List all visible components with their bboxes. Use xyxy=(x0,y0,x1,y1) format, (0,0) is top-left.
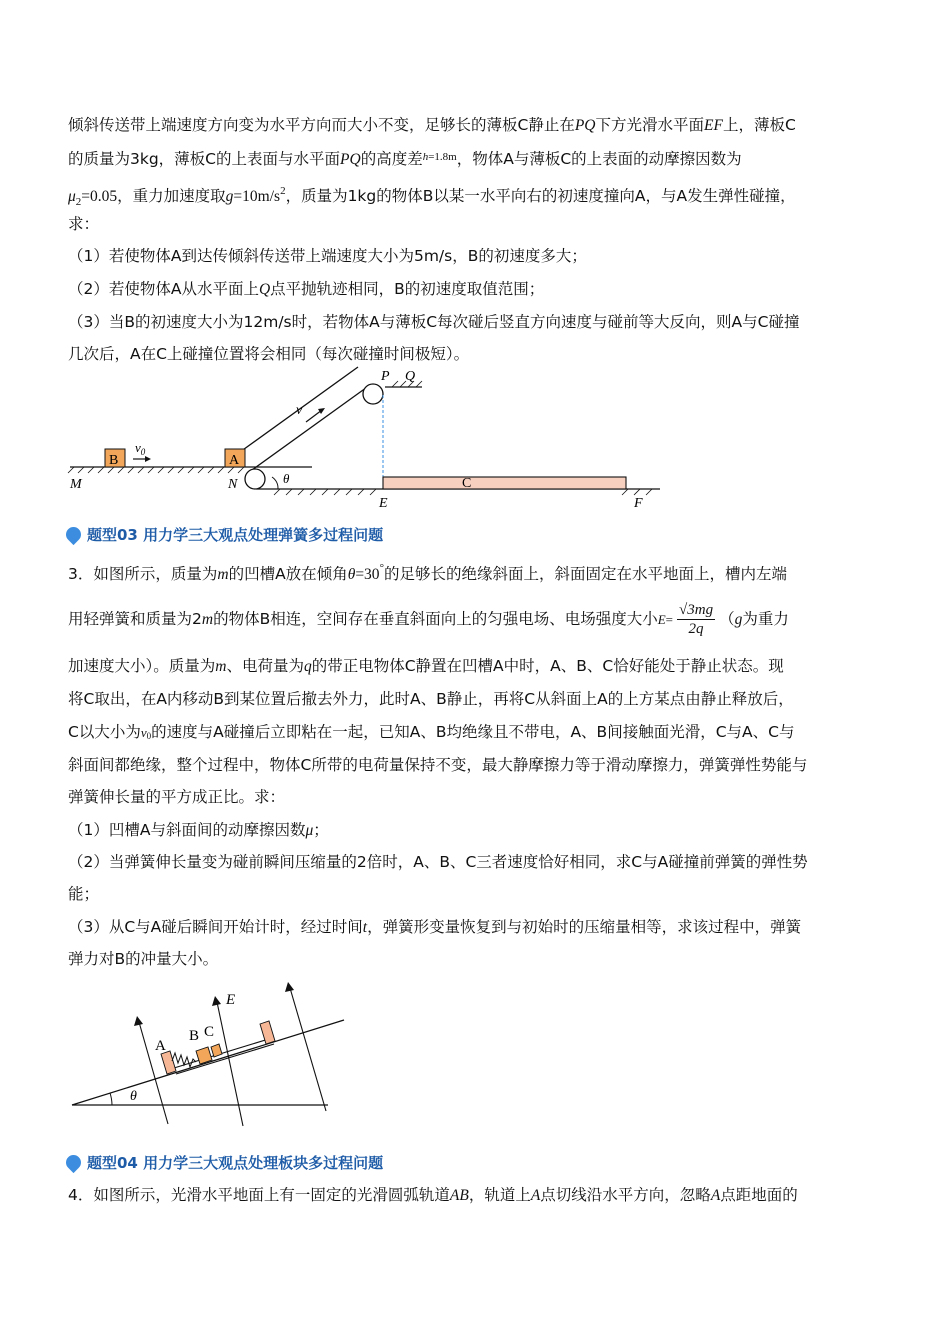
text-line xyxy=(68,948,218,970)
location-pin-icon xyxy=(63,1152,84,1173)
label-v0: $v_0$ xyxy=(135,440,146,457)
text: ，物体A与薄板C的上表面的动摩擦因数为 xyxy=(456,150,742,168)
field-line-3 xyxy=(290,988,326,1111)
field-arrowhead-icon xyxy=(212,996,221,1006)
math-t: t xyxy=(362,919,368,936)
label-theta: θ xyxy=(130,1089,137,1104)
label-N: N xyxy=(228,477,238,492)
text: （2）若使物体A从水平面上 xyxy=(68,280,259,298)
field-arrowhead-icon xyxy=(285,982,294,992)
theta-arc xyxy=(110,1093,112,1105)
text: 下方光滑水平面 xyxy=(595,116,705,134)
math-sup: 2 xyxy=(280,185,286,197)
v0-arrowhead xyxy=(145,456,151,462)
text: 加速度大小）。质量为 xyxy=(68,657,216,675)
text: 的速度与A碰撞后立即粘在一起，已知A、B均绝缘且不带电，A、B间接触面光滑，C与A、C与 xyxy=(151,723,795,741)
text: （1）凹槽A与斜面间的动摩擦因数 xyxy=(68,821,306,839)
math-PQ: PQ xyxy=(574,117,596,134)
v-arrowhead xyxy=(318,408,325,414)
math-g: g xyxy=(225,188,234,205)
label-C: C xyxy=(204,1024,215,1040)
heading-prefix: 题型03 xyxy=(87,526,138,544)
question-item xyxy=(68,311,799,333)
math-value: =0.05 xyxy=(81,188,118,205)
question-item xyxy=(68,245,587,267)
label-v: v xyxy=(296,403,303,418)
text-line xyxy=(68,883,99,905)
text: ，轨道上 xyxy=(468,1186,531,1204)
label-theta: θ xyxy=(283,471,290,486)
spring xyxy=(172,1053,196,1067)
text: 3．如图所示，质量为 xyxy=(68,565,218,583)
math-A: A xyxy=(710,1187,721,1204)
math-theta: θ xyxy=(347,566,356,583)
text: 的质量为3kg，薄板C的上表面与水平面 xyxy=(68,150,341,168)
bottom-roller xyxy=(245,469,265,489)
question-item xyxy=(68,916,801,939)
text-line xyxy=(68,146,742,171)
text: 的足够长的绝缘斜面上，斜面固定在水平地面上，槽内左端 xyxy=(383,565,787,583)
label-F: F xyxy=(634,496,643,511)
math-value: =10m/s xyxy=(233,188,281,205)
text-line xyxy=(68,180,796,213)
text-line xyxy=(68,557,787,586)
text: ，质量为1kg的物体B以某一水平向右的初速度撞向A，与A发生弹性碰撞， xyxy=(285,187,796,205)
label-E: E xyxy=(379,496,388,511)
text: 、电荷量为 xyxy=(226,657,304,675)
text-line xyxy=(68,786,285,808)
text-line xyxy=(68,655,784,678)
text: 的凹槽A放在倾角 xyxy=(228,565,348,583)
text: 弹簧伸长量的平方成正比。求： xyxy=(68,788,286,806)
math-m: m xyxy=(217,566,229,583)
label-M: M xyxy=(70,477,82,492)
heading-prefix: 题型04 xyxy=(87,1154,138,1172)
conveyor-figure xyxy=(60,360,680,520)
math-A: A xyxy=(530,1187,541,1204)
text: （3）从C与A碰后瞬间开始计时，经过时间 xyxy=(68,918,363,936)
field-arrowhead-icon xyxy=(134,1016,143,1026)
text-line xyxy=(68,213,99,235)
text-line xyxy=(68,1184,798,1207)
math-m: m xyxy=(201,611,214,628)
label-A: A xyxy=(229,453,240,468)
ground-hatch xyxy=(68,467,244,473)
text: （1）若使物体A到达传倾斜传送带上端速度大小为5m/s，B的初速度多大； xyxy=(68,247,587,265)
text: 4．如图所示，光滑水平地面上有一固定的光滑圆弧轨道 xyxy=(68,1186,450,1204)
math-mu: μ xyxy=(68,188,76,205)
text: 倾斜传送带上端速度方向变为水平方向而大小不变，足够长的薄板C静止在 xyxy=(68,116,575,134)
math-Q: Q xyxy=(258,281,271,298)
math-mu: μ xyxy=(305,822,314,839)
math-m: m xyxy=(215,658,227,675)
location-pin-icon xyxy=(63,524,84,545)
math-value: =30 xyxy=(355,566,380,583)
text: （3）当B的初速度大小为12m/s时，若物体A与薄板C每次碰后竖直方向速度与碰前等大反向，则A与C碰撞 xyxy=(68,313,800,331)
math-eq: = xyxy=(665,612,674,627)
text: 求： xyxy=(68,215,100,233)
question-item xyxy=(68,819,329,842)
label-A: A xyxy=(155,1038,166,1054)
math-value: =1.8m xyxy=(428,151,457,163)
text: C以大小为 xyxy=(68,723,141,741)
text: （ xyxy=(719,610,735,628)
v-arrow xyxy=(306,410,322,422)
math-sup: ° xyxy=(379,562,384,574)
text-line xyxy=(68,597,789,642)
text: 为重力 xyxy=(742,610,789,628)
text: 几次后，A在C上碰撞位置将会相同（每次碰撞时间极短）。 xyxy=(68,345,470,363)
text-line xyxy=(68,688,794,710)
text: 点切线沿水平方向，忽略 xyxy=(540,1186,711,1204)
math-sub: 0 xyxy=(146,731,152,741)
fraction-denominator: 2q xyxy=(688,621,704,637)
board-C xyxy=(383,477,626,489)
block-C xyxy=(211,1044,222,1057)
field-line-2 xyxy=(217,1002,243,1126)
heading-title: 用力学三大观点处理板块多过程问题 xyxy=(143,1154,384,1172)
label-C: C xyxy=(462,476,472,491)
text-line xyxy=(68,721,794,747)
incline-figure xyxy=(60,978,360,1138)
top-roller xyxy=(363,384,383,404)
label-B: B xyxy=(189,1028,200,1044)
text: 上，薄板C xyxy=(722,116,796,134)
text-line xyxy=(68,114,796,137)
question-item xyxy=(68,278,544,301)
text: ，弹簧形变量恢复到与初始时的压缩量相等，求该过程中，弹簧 xyxy=(367,918,802,936)
heading-title: 用力学三大观点处理弹簧多过程问题 xyxy=(143,526,384,544)
text: 的物体B相连，空间存在垂直斜面向上的匀强电场、电场强度大小 xyxy=(213,610,658,628)
text: 斜面间都绝缘，整个过程中，物体C所带的电荷量保持不变，最大静摩擦力等于滑动摩擦力，弹簧弹性势能与 xyxy=(68,756,808,774)
text: ； xyxy=(313,821,329,839)
math-E: E xyxy=(657,612,666,627)
math-v: v xyxy=(140,725,147,740)
text: 用轻弹簧和质量为2 xyxy=(68,610,202,628)
text-line xyxy=(68,754,807,776)
belt-lower-edge xyxy=(252,385,370,470)
text: ，重力加速度取 xyxy=(117,187,226,205)
text: 的带正电物体C静置在凹槽A中时，A、B、C恰好能处于静止状态。现 xyxy=(311,657,784,675)
math-sub: 2 xyxy=(75,196,82,208)
text: （2）当弹簧伸长量变为碰前瞬间压缩量的2倍时，A、B、C三者速度恰好相同，求C与A碰撞前弹簧的弹性势 xyxy=(68,853,808,871)
text: 能； xyxy=(68,885,100,903)
section-heading-03 xyxy=(66,524,383,545)
theta-arc xyxy=(272,477,278,489)
text: 点距地面的 xyxy=(720,1186,798,1204)
text: 弹力对B的冲量大小。 xyxy=(68,950,219,968)
math-PQ: PQ xyxy=(340,151,361,168)
math-AB: AB xyxy=(449,1187,469,1204)
section-heading-04 xyxy=(66,1152,383,1173)
label-B: B xyxy=(109,453,119,468)
label-Q: Q xyxy=(405,369,416,384)
label-E: E xyxy=(226,992,236,1008)
text: 点平抛轨迹相同，B的初速度取值范围； xyxy=(270,280,545,298)
math-h: h xyxy=(422,151,429,163)
math-EF: EF xyxy=(704,117,723,134)
question-item xyxy=(68,851,808,873)
math-q: q xyxy=(303,658,312,675)
label-P: P xyxy=(381,369,390,384)
math-g: g xyxy=(734,611,743,628)
fraction xyxy=(677,601,715,638)
text: 的高度差 xyxy=(360,150,423,168)
fraction-numerator: √3mg xyxy=(679,602,714,618)
text: 将C取出，在A内移动B到某位置后撤去外力，此时A、B静止，再将C从斜面上A的上方某点由静止释放后， xyxy=(68,690,794,708)
